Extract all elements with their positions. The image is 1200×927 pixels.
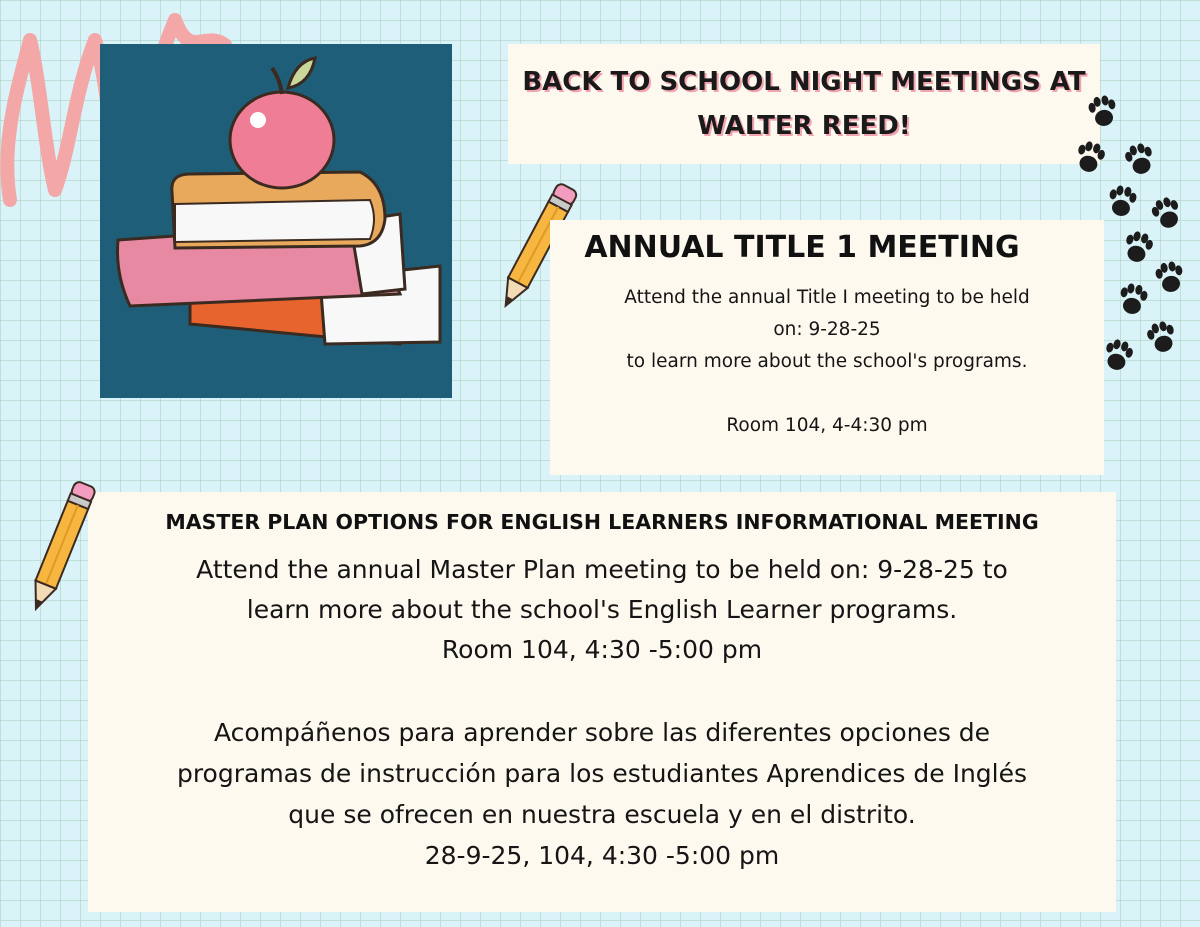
title1-body xyxy=(550,282,1104,442)
paw-print-icon xyxy=(1154,260,1186,294)
title1-line xyxy=(550,378,1104,410)
apple-books-illustration xyxy=(100,44,452,398)
pencil-icon xyxy=(22,472,102,622)
master-plan-english xyxy=(88,550,1116,670)
title1-card xyxy=(550,220,1104,475)
master-plan-line: programas de instrucción para los estudiantes Aprendices de Inglés xyxy=(176,759,1028,788)
master-plan-card xyxy=(88,492,1116,912)
title1-heading: ANNUAL TITLE 1 MEETING xyxy=(584,230,1020,265)
paw-print-icon xyxy=(1087,94,1119,128)
paw-print-icon xyxy=(1121,229,1155,265)
title1-line: to learn more about the school's programs. xyxy=(626,351,1028,372)
master-plan-line: Acompáñenos para aprender sobre las diferentes opciones de xyxy=(213,718,991,747)
paw-print-icon xyxy=(1101,337,1135,373)
paw-print-icon xyxy=(1123,141,1157,177)
title1-line: Room 104, 4-4:30 pm xyxy=(726,415,928,436)
master-plan-spanish xyxy=(88,712,1116,876)
master-plan-heading: MASTER PLAN OPTIONS FOR ENGLISH LEARNERS INFORMATIONAL MEETING xyxy=(165,510,1039,534)
page-title xyxy=(508,60,1100,148)
title1-line: Attend the annual Title I meeting to be held xyxy=(624,287,1030,308)
title1-line: on: 9-28-25 xyxy=(773,319,881,340)
master-plan-line: learn more about the school's English Learner programs. xyxy=(246,595,958,624)
title-line: BACK TO SCHOOL NIGHT MEETINGS AT xyxy=(522,67,1086,97)
paw-print-icon xyxy=(1117,282,1149,316)
header-card xyxy=(508,44,1100,164)
paw-print-icon xyxy=(1145,319,1179,355)
title-line: WALTER REED! xyxy=(697,111,911,141)
master-plan-line: que se ofrecen en nuestra escuela y en el distrito. xyxy=(288,800,916,829)
master-plan-line: Room 104, 4:30 -5:00 pm xyxy=(441,635,763,664)
paw-print-icon xyxy=(1149,194,1185,231)
master-plan-line: 28-9-25, 104, 4:30 -5:00 pm xyxy=(424,841,780,870)
master-plan-line: Attend the annual Master Plan meeting to be held on: 9-28-25 to xyxy=(196,555,1008,584)
paw-print-icon xyxy=(1106,184,1138,218)
paw-print-icon xyxy=(1073,139,1107,175)
